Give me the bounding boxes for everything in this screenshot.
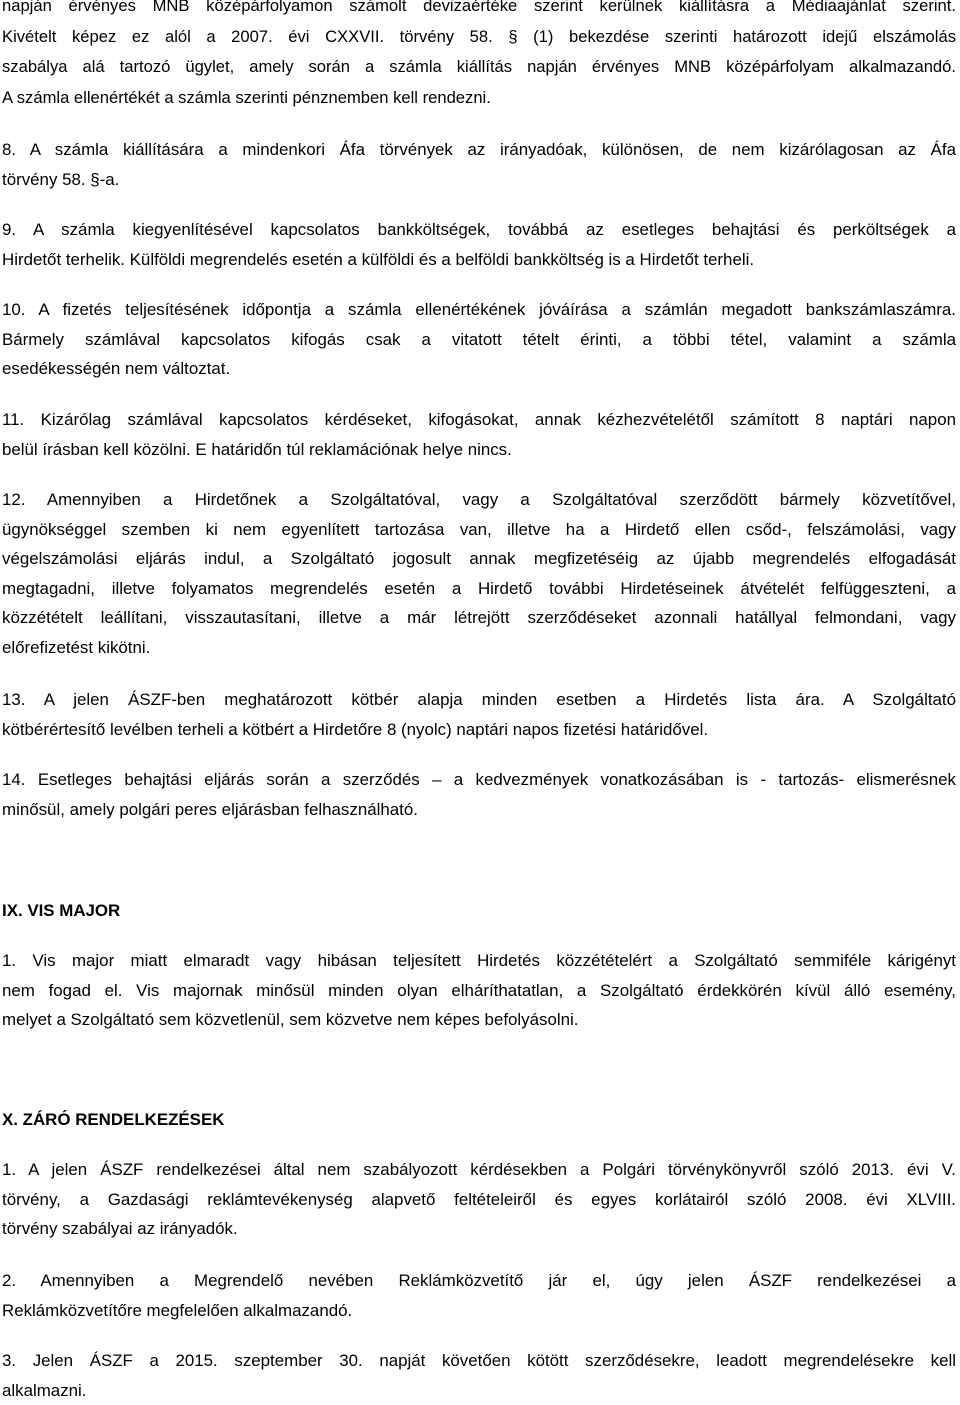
paragraph-zaro-3 [2, 1346, 956, 1405]
text-line: szabálya alá tartozó ügylet, amely során a számla kiállítás napján érvényes MNB középárfolyam alkalmazandó. [2, 57, 956, 77]
paragraph-zaro-2 [2, 1266, 956, 1325]
section-heading-zaro-rendelkezesek: X. ZÁRÓ RENDELKEZÉSEK [2, 1110, 225, 1129]
text-line: alkalmazni. [2, 1380, 87, 1400]
paragraph-zaro-1 [2, 1155, 956, 1244]
text-line: előrefizetést kikötni. [2, 637, 151, 657]
text-line: 8. A számla kiállítására a mindenkori Áfa törvények az irányadóak, különösen, de nem kizárólagosan az Áfa [2, 140, 956, 159]
text-line: törvény 58. §-a. [2, 169, 120, 189]
paragraph-13 [2, 685, 956, 744]
paragraph-8 [2, 135, 956, 194]
text-line: végelszámolási eljárás indul, a Szolgáltató jogosult annak megfizetéséig az újabb megrendelés elfogadását [2, 549, 956, 569]
text-line: megtagadni, illetve folyamatos megrendelés esetén a Hirdető további Hirdetéseinek átvételét felfüggeszteni, a [2, 578, 956, 598]
text-line: nem fogad el. Vis majornak minősül minden olyan elháríthatatlan, a Szolgáltató érdekkörén kívül álló esemény, [2, 980, 956, 1000]
text-line: Kivételt képez ez alól a 2007. évi CXXVII. törvény 58. § (1) bekezdése szerinti határozott idejű elszámolás [2, 26, 956, 46]
text-line: Bármely számlával kapcsolatos kifogás csak a vitatott tételt érinti, a többi tétel, valamint a számla [2, 329, 956, 349]
section-heading-vis-major: IX. VIS MAJOR [2, 901, 121, 920]
text-line: 9. A számla kiegyenlítésével kapcsolatos bankköltségek, továbbá az esetleges behajtási és perköltségek a [2, 220, 956, 239]
paragraph-10 [2, 295, 956, 384]
text-line: A számla ellenértékét a számla szerinti pénznemben kell rendezni. [2, 87, 491, 107]
text-line: 12. Amennyiben a Hirdetőnek a Szolgáltatóval, vagy a Szolgáltatóval szerződött bármely közvetítővel, [2, 490, 956, 509]
text-line: 2. Amennyiben a Megrendelő nevében Reklámközvetítő jár el, úgy jelen ÁSZF rendelkezései a [2, 1271, 956, 1290]
text-line: 1. Vis major miatt elmaradt vagy hibásan teljesített Hirdetés közzétételért a Szolgáltató semmiféle kárigényt [2, 951, 956, 970]
paragraph-11 [2, 405, 956, 464]
text-line: közzétételt leállítani, visszautasítani, illetve a már létrejött szerződéseket azonnali hatállyal felmondani, vagy [2, 608, 956, 628]
text-line: törvény, a Gazdasági reklámtevékenység alapvető feltételeiről és egyes korlátairól szóló 2008. évi XLVIII. [2, 1189, 956, 1209]
text-line: Reklámközvetítőre megfelelően alkalmazandó. [2, 1300, 353, 1320]
text-line: 1. A jelen ÁSZF rendelkezései által nem szabályozott kérdésekben a Polgári törvénykönyvről szóló 2013. évi V. [2, 1160, 956, 1179]
text-line: minősül, amely polgári peres eljárásban felhasználható. [2, 799, 418, 819]
text-line: Hirdetőt terhelik. Külföldi megrendelés esetén a külföldi és a belföldi bankköltség is a Hirdetőt terheli. [2, 249, 755, 269]
text-line: melyet a Szolgáltató sem közvetlenül, sem közvetve nem képes befolyásolni. [2, 1010, 579, 1030]
text-line: kötbérértesítő levélben terheli a kötbért a Hirdetőre 8 (nyolc) naptári napos fizetési határidővel. [2, 719, 709, 739]
text-line: napján érvényes MNB középárfolyamon számolt devizaértéke szerint kerülnek kiállításra a Médiaajánlat szerint. [2, 0, 956, 15]
paragraph-14 [2, 765, 956, 824]
text-line: 11. Kizárólag számlával kapcsolatos kérdéseket, kifogásokat, annak kézhezvételétől számított 8 naptári napon [2, 410, 956, 429]
text-line: 3. Jelen ÁSZF a 2015. szeptember 30. napját követően kötött szerződésekre, leadott megrendelésekre kell [2, 1351, 956, 1370]
text-line: 13. A jelen ÁSZF-ben meghatározott kötbér alapja minden esetben a Hirdetés lista ára. A Szolgáltató [2, 690, 956, 709]
intro-paragraph [2, 0, 956, 113]
paragraph-vis-major-1 [2, 946, 956, 1035]
text-line: törvény szabályai az irányadók. [2, 1219, 238, 1239]
text-line: belül írásban kell közölni. E határidőn túl reklamációnak helye nincs. [2, 439, 512, 459]
text-line: 10. A fizetés teljesítésének időpontja a számla ellenértékének jóváírása a számlán megadott bankszámlaszámra. [2, 300, 956, 319]
text-line: ügynökséggel szemben ki nem egyenlített tartozása van, illetve ha a Hirdető ellen csőd-, felszámolási, vagy [2, 519, 956, 539]
paragraph-9 [2, 215, 956, 274]
text-line: 14. Esetleges behajtási eljárás során a szerződés – a kedvezmények vonatkozásában is - tartozás- elismerésnek [2, 770, 956, 789]
paragraph-12 [2, 485, 956, 663]
text-line: esedékességén nem változtat. [2, 359, 231, 379]
